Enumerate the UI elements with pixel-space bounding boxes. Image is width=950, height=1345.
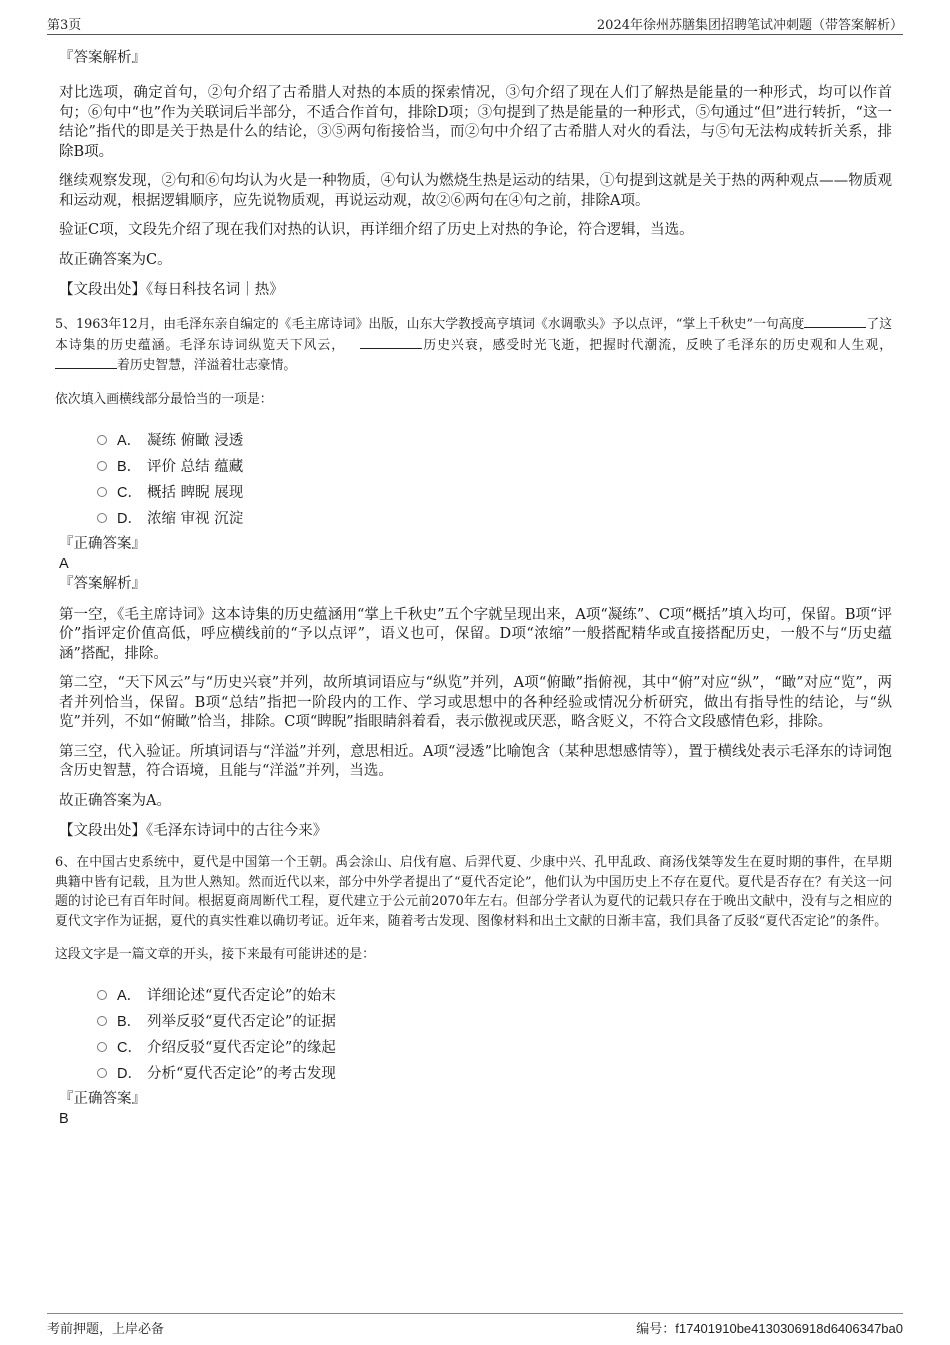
blank-1 [804,314,866,328]
question-5-text: 历史兴衰，感受时光飞逝，把握时代潮流，反映了毛泽东的历史观和人生观， [422,337,893,353]
blank-3 [55,355,117,369]
analysis-label: 『答案解析』 [59,50,146,66]
correct-answer: B [59,1111,69,1127]
radio-icon[interactable] [97,461,107,471]
question-5-stem [55,314,892,376]
question-5-options [97,428,892,532]
question-6-prompt: 这段文字是一篇文章的开头，接下来最有可能讲述的是： [55,947,375,962]
page-number: 第3页 [47,18,82,33]
document-id-value: f17401910be4130306918d6406347ba0 [675,1321,903,1336]
question-5-text: 着历史智慧，洋溢着壮志豪情。 [117,358,297,373]
question-5-prompt: 依次填入画横线部分最恰当的一项是： [55,391,273,407]
radio-icon[interactable] [97,1042,107,1052]
analysis-paragraph: 验证C项，文段先介绍了现在我们对热的认识，再详细介绍了历史上对热的争论，符合逻辑，当选。 [59,222,694,238]
analysis-paragraph: 继续观察发现，②句和⑥句均认为火是一种物质，④句认为燃烧生热是运动的结果，①句提到这就是关于热的两种观点——物质观和运动观，根据逻辑顺序，应先说物质观，再说运动观，故②⑥两句在④句之前，排除A项。 [59,173,892,209]
analysis-conclusion: 故正确答案为A。 [59,792,171,809]
page-footer [47,1313,903,1337]
document-id-label: 编号： [636,1322,676,1337]
option-c[interactable]: C． 介绍反驳“夏代否定论”的缘起 [97,1035,892,1061]
footer-slogan: 考前押题，上岸必备 [47,1322,165,1337]
option-b[interactable]: B． 列举反驳“夏代否定论”的证据 [97,1009,892,1035]
option-a[interactable]: A． 凝练 俯瞰 浸透 [97,428,892,454]
option-d[interactable]: D． 分析“夏代否定论”的考古发现 [97,1061,892,1087]
analysis-label: 『答案解析』 [59,575,146,592]
correct-answer-label: 『正确答案』 [59,1091,146,1107]
blank-2 [360,335,422,349]
question-6-options [97,983,892,1087]
page-content [57,42,892,1129]
question-5-text: 了这本诗集的历史蕴涵。毛泽东诗词纵览天下风云， [55,317,893,353]
radio-icon[interactable] [97,487,107,497]
question-6-stem: 6、在中国古史系统中，夏代是中国第一个王朝。禹会涂山、启伐有扈、后羿代夏、少康中兴、孔甲乱政、商汤伐桀等发生在夏时期的事件，在早期典籍中皆有记载，且为世人熟知。然而近代以来，部分中外学者提出了“夏代否定论”，他们认为中国历史上不存在夏代。夏代是否存在？有关这一问题的讨论已有百年时间。根据夏商周断代工程，夏代建立于公元前2070年左右。但部分学者认为夏代的记载只存在于晚出文献中，没有与之相应的夏代文字作为证据，夏代的真实性难以确切考证。近年来，随着考古发现、图像材料和出土文献的日渐丰富，我们具备了反驳“夏代否定论”的条件。 [55,855,892,929]
analysis-paragraph: 对比选项，确定首句，②句介绍了古希腊人对热的本质的探索情况，③句介绍了现在人们了解热是能量的一种形式，均可以作首句；⑥句中“也”作为关联词后半部分，不适合作首句，排除D项；③句提到了热是能量的一种形式，⑤句通过“但”进行转折，“这一结论”指代的即是关于热是什么的结论，③⑤两句衔接恰当，而②句中介绍了古希腊人对火的看法，与⑤句无法构成转折关系，排除B项。 [59,85,892,160]
radio-icon[interactable] [97,1068,107,1078]
page-header [47,14,903,35]
option-d[interactable]: D． 浓缩 审视 沉淀 [97,506,892,532]
correct-answer-label: 『正确答案』 [59,535,146,552]
option-a[interactable]: A． 详细论述“夏代否定论”的始末 [97,983,892,1009]
analysis-conclusion: 故正确答案为C。 [59,251,172,268]
option-c[interactable]: C． 概括 睥睨 展现 [97,480,892,506]
document-title: 2024年徐州苏膳集团招聘笔试冲刺题（带答案解析） [596,18,903,33]
radio-icon[interactable] [97,435,107,445]
question-5-text: 5、1963年12月，由毛泽东亲自编定的《毛主席诗词》出版，山东大学教授高亨填词《水调歌头》予以点评，“掌上千秋史”一句高度 [55,317,805,332]
option-b[interactable]: B． 评价 总结 蕴藏 [97,454,892,480]
radio-icon[interactable] [97,513,107,523]
source-citation: 【文段出处】《毛泽东诗词中的古往今来》 [59,823,328,839]
analysis-paragraph: 第一空，《毛主席诗词》这本诗集的历史蕴涵用“掌上千秋史”五个字就呈现出来，A项“凝练”、C项“概括”填入均可，保留。B项“评价”指评定价值高低，呼应横线前的“予以点评”，语义也可，保留。D项“浓缩”一般搭配精华或直接搭配历史，一般不与“历史蕴涵”搭配，排除。 [59,606,892,662]
analysis-paragraph: 第三空，代入验证。所填词语与“洋溢”并列，意思相近。A项“浸透”比喻饱含（某种思想感情等），置于横线处表示毛泽东的诗词饱含历史智慧，符合语境，且能与“洋溢”并列，当选。 [59,743,892,779]
correct-answer: A [59,555,69,572]
analysis-paragraph: 第二空，“天下风云”与“历史兴衰”并列，故所填词语应与“纵览”并列，A项“俯瞰”指俯视，其中“俯”对应“纵”，“瞰”对应“览”，两者并列恰当，保留。B项“总结”指把一阶段内的工作、学习或思想中的各种经验或情况分析研究，做出有指导性的结论，与“纵览”并列，不如“俯瞰”恰当，排除。C项“睥睨”指眼睛斜着看，表示傲视或厌恶，略含贬义，不符合文段感情色彩，排除。 [59,675,892,730]
source-citation: 【文段出处】《每日科技名词｜热》 [59,282,284,298]
document-id [636,1318,903,1337]
radio-icon[interactable] [97,990,107,1000]
radio-icon[interactable] [97,1016,107,1026]
